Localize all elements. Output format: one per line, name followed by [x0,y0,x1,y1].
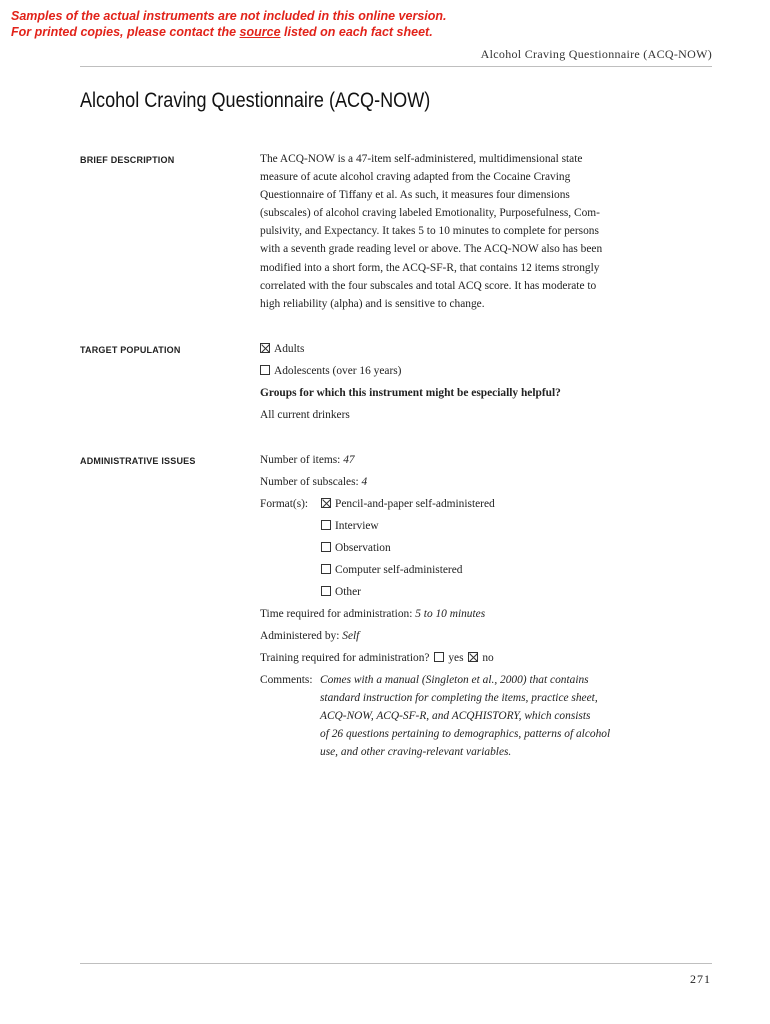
administrative-issues-label: ADMINISTRATIVE ISSUES [80,456,196,466]
groups-answer: All current drinkers [260,409,350,421]
adults-checkbox[interactable] [260,343,270,353]
training-no-label: no [482,652,494,664]
comments-line: standard instruction for completing the items, practice sheet, [320,692,598,704]
comments-text [320,671,640,761]
training-yes-label: yes [448,652,464,664]
computer-checkbox[interactable] [321,564,331,574]
online-version-notice [11,8,447,40]
number-of-items-value: 47 [343,454,355,466]
format-option-label: Interview [335,520,379,532]
format-option-observation[interactable] [321,541,391,555]
training-yes-checkbox[interactable] [434,652,444,662]
time-required [260,607,485,621]
notice-line-2-start: For printed copies, please contact the [11,25,240,39]
comments-label: Comments: [260,674,313,686]
number-of-subscales [260,475,367,489]
adults-option-label: Adults [274,343,305,355]
time-required-label: Time required for administration: [260,608,416,620]
number-of-items [260,453,355,467]
formats-label: Format(s): [260,498,309,510]
administered-by-value: Self [342,630,360,642]
comments-line: use, and other craving-relevant variables. [320,746,512,758]
brief-description-label: BRIEF DESCRIPTION [80,155,175,165]
comments [260,671,640,761]
format-option-label: Computer self-administered [335,564,463,576]
description-line: pulsivity, and Expectancy. It takes 5 to 10 minutes to complete for persons [260,225,599,238]
notice-line-2 [11,24,447,40]
format-option-pencil-paper[interactable] [321,497,495,511]
adolescents-option-label: Adolescents (over 16 years) [274,365,402,377]
comments-line: ACQ-NOW, ACQ-SF-R, and ACQHISTORY, which consists [320,710,591,722]
number-of-subscales-value: 4 [361,476,368,488]
administered-by [260,629,359,643]
training-no-checkbox[interactable] [468,652,478,662]
page-title: Alcohol Craving Questionnaire (ACQ-NOW) [80,89,431,112]
description-line: The ACQ-NOW is a 47-item self-administered, multidimensional state [260,153,583,165]
notice-line-2-end: listed on each fact sheet. [280,25,433,39]
description-line: correlated with the four subscales and total ACQ score. It has moderate to [260,279,597,292]
number-of-subscales-label: Number of subscales: [260,476,362,488]
header-rule [80,66,712,67]
format-option-label: Pencil-and-paper self-administered [335,498,495,510]
number-of-items-label: Number of items: [260,454,344,466]
adults-option[interactable] [260,342,304,356]
pencil-paper-checkbox[interactable] [321,498,331,508]
footer-rule [80,963,712,964]
format-option-computer[interactable] [321,563,462,577]
description-line: measure of acute alcohol craving adapted from the Cocaine Craving [260,171,571,184]
page-number: 271 [690,972,711,986]
time-required-value: 5 to 10 minutes [415,608,486,620]
comments-line: Comes with a manual (Singleton et al., 2000) that contains [320,674,589,686]
description-line: Questionnaire of Tiffany et al. As such, it measures four dimensions [260,189,570,202]
format-option-other[interactable] [321,585,361,599]
source-link[interactable]: source [239,25,281,39]
other-checkbox[interactable] [321,586,331,596]
target-population-label: TARGET POPULATION [80,345,181,355]
comments-line: of 26 questions pertaining to demographics, patterns of alcohol [320,728,611,740]
training-required [260,651,494,665]
description-line: high reliability (alpha) and is sensitive to change. [260,297,485,310]
observation-checkbox[interactable] [321,542,331,552]
format-option-interview[interactable] [321,519,379,533]
administered-by-label: Administered by: [260,630,343,642]
description-line: modified into a short form, the ACQ-SF-R, that contains 12 items strongly [260,261,600,274]
running-head: Alcohol Craving Questionnaire (ACQ-NOW) [480,47,712,61]
format-option-label: Observation [335,542,391,554]
description-line: with a seventh grade reading level or above. The ACQ-NOW also has been [260,243,603,256]
training-required-label: Training required for administration? [260,652,430,664]
interview-checkbox[interactable] [321,520,331,530]
brief-description-text [260,150,634,313]
adolescents-checkbox[interactable] [260,365,270,375]
notice-line-1: Samples of the actual instruments are not included in this online version. [11,9,447,23]
adolescents-option[interactable] [260,364,401,378]
format-option-label: Other [335,586,361,598]
groups-question: Groups for which this instrument might be especially helpful? [260,387,561,399]
description-line: (subscales) of alcohol craving labeled Emotionality, Purposefulness, Com- [260,207,600,220]
